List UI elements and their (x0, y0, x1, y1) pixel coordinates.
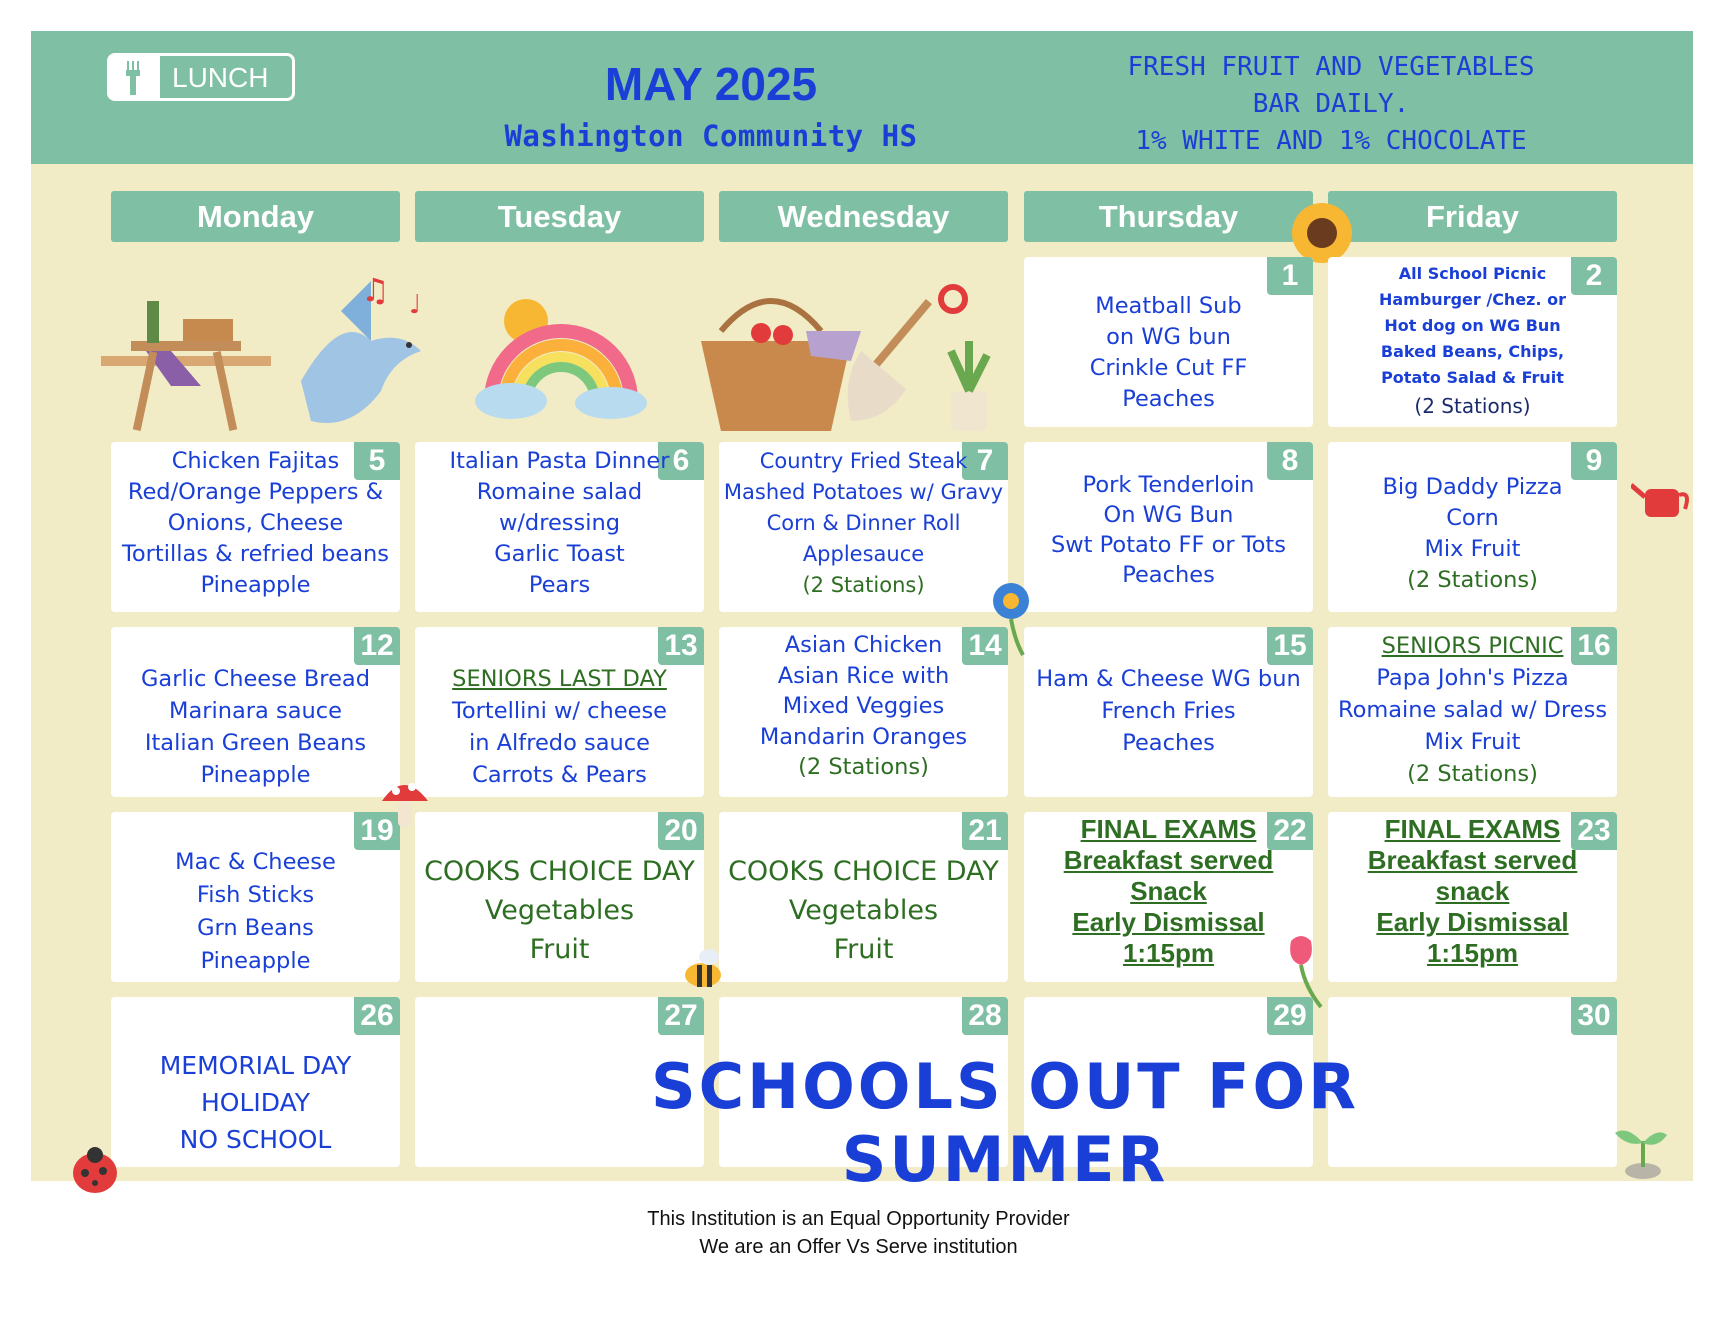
menu-line: snack (1435, 876, 1510, 906)
menu-line: 1:15pm (1122, 938, 1215, 968)
svg-text:♩: ♩ (409, 290, 422, 320)
weekday-friday: Friday (1328, 191, 1617, 242)
daily-note (1091, 49, 1571, 160)
weekday-tuesday: Tuesday (415, 191, 704, 242)
watering-can-icon (1631, 471, 1691, 531)
sprout-icon (1611, 1121, 1671, 1181)
shovel-icon (848, 287, 965, 421)
mushroom-icon (380, 773, 430, 833)
day-cell-7 (719, 442, 1008, 612)
menu-line: Hamburger /Chez. or (1378, 290, 1567, 309)
menu-line: MEMORIAL DAY (159, 1051, 352, 1080)
menu-line: Asian Rice with (777, 662, 950, 689)
menu-line: (2 Stations) (798, 754, 929, 780)
menu-line: COOKS CHOICE DAY (424, 856, 695, 887)
menu-line: Asian Chicken (784, 632, 943, 658)
day-number: 16 (1571, 627, 1617, 665)
ladybug-icon (65, 1143, 125, 1199)
header-bar (31, 31, 1693, 164)
note-line: 1% WHITE AND 1% CHOCOLATE (1135, 126, 1527, 156)
day-menu (111, 663, 400, 791)
menu-line: Ham & Cheese WG bun (1036, 666, 1301, 692)
menu-line: Corn & Dinner Roll (766, 511, 961, 535)
menu-line: FINAL EXAMS (1080, 814, 1257, 844)
day-number: 21 (962, 812, 1008, 850)
logo-label: LUNCH (172, 62, 269, 93)
blue-flower-icon (989, 579, 1049, 659)
menu-line: Corn (1446, 505, 1499, 531)
menu-line: Papa John's Pizza (1376, 665, 1569, 691)
day-menu (1328, 630, 1617, 790)
menu-line: (2 Stations) (1407, 567, 1538, 593)
menu-line: Pork Tenderloin (1082, 472, 1255, 498)
menu-line: Breakfast served (1367, 845, 1578, 875)
menu-line: FINAL EXAMS (1384, 814, 1561, 844)
menu-line: Applesauce (802, 542, 925, 566)
menu-line: Garlic Toast (494, 541, 625, 567)
day-number: 5 (354, 442, 400, 480)
day-cell-19 (111, 812, 400, 982)
menu-line: Romaine salad (476, 479, 643, 505)
rainbow-icon (475, 299, 647, 419)
day-number: 30 (1571, 997, 1617, 1035)
menu-line: COOKS CHOICE DAY (728, 856, 999, 887)
menu-line: Red/Orange Peppers & (127, 479, 384, 505)
day-number: 20 (658, 812, 704, 850)
menu-line: Potato Salad & Fruit (1381, 368, 1564, 387)
menu-line: On WG Bun (1103, 502, 1234, 528)
menu-line: Pineapple (200, 572, 311, 598)
page-title: MAY 2025 (604, 58, 818, 110)
menu-line: Big Daddy Pizza (1382, 474, 1563, 500)
menu-line: Fish Sticks (196, 882, 315, 908)
lunch-logo (107, 53, 295, 101)
day-number: 9 (1571, 442, 1617, 480)
bee-icon (675, 941, 735, 1001)
menu-line: Mix Fruit (1424, 729, 1521, 755)
menu-line: All School Picnic (1398, 264, 1547, 283)
menu-line: Country Fried Steak (759, 449, 968, 473)
menu-line: Pears (528, 572, 591, 598)
menu-line: Carrots & Pears (472, 762, 647, 788)
day-cell-2 (1328, 257, 1617, 427)
menu-line: Meatball Sub (1095, 293, 1242, 319)
svg-text:♫: ♫ (361, 271, 390, 309)
menu-line: HOLIDAY (200, 1088, 311, 1117)
day-cell-9 (1328, 442, 1617, 612)
menu-line: Italian Pasta Dinner (449, 448, 670, 474)
menu-line: (2 Stations) (1407, 761, 1538, 787)
day-cell-14 (719, 627, 1008, 797)
menu-line: Breakfast served (1063, 845, 1274, 875)
menu-line: Peaches (1122, 562, 1215, 588)
menu-line: Mashed Potatoes w/ Gravy (723, 480, 1004, 504)
day-number: 8 (1267, 442, 1313, 480)
day-menu (719, 446, 1008, 601)
menu-line: Marinara sauce (169, 698, 342, 724)
day-cell-8 (1024, 442, 1313, 612)
day-cell-13 (415, 627, 704, 797)
day-menu (719, 852, 1008, 969)
day-number: 27 (658, 997, 704, 1035)
day-menu (1328, 472, 1617, 596)
day-cell-23 (1328, 812, 1617, 982)
menu-line: Romaine salad w/ Dress (1337, 697, 1608, 723)
day-cell-22 (1024, 812, 1313, 982)
day-menu (1024, 814, 1313, 969)
menu-line: Pineapple (200, 762, 311, 788)
day-cell-15 (1024, 627, 1313, 797)
day-number: 26 (354, 997, 400, 1035)
weekday-thursday: Thursday (1024, 191, 1313, 242)
footer-line: We are an Offer Vs Serve institution (699, 1236, 1018, 1258)
day-cell-20 (415, 812, 704, 982)
menu-line: Onions, Cheese (167, 510, 344, 536)
day-menu (415, 446, 704, 601)
menu-line: Mandarin Oranges (759, 723, 968, 750)
day-menu (719, 630, 1008, 783)
day-cell-5 (111, 442, 400, 612)
menu-line: 1:15pm (1426, 938, 1519, 968)
menu-line: (2 Stations) (802, 573, 925, 597)
calendar-frame (31, 31, 1693, 1181)
day-menu (1024, 470, 1313, 590)
picnic-illustration (71, 271, 991, 441)
menu-line: in Alfredo sauce (468, 730, 650, 756)
menu-line: Hot dog on WG Bun (1384, 316, 1561, 335)
day-number: 6 (658, 442, 704, 480)
day-cell-26 (111, 997, 400, 1167)
day-menu (1328, 261, 1617, 421)
day-menu (111, 846, 400, 978)
menu-line: Pineapple (200, 948, 311, 974)
menu-line: NO SCHOOL (179, 1125, 332, 1154)
menu-line: w/dressing (498, 510, 621, 536)
menu-line: Fruit (833, 934, 894, 965)
day-number: 28 (962, 997, 1008, 1035)
potted-plant-icon (951, 341, 987, 431)
day-number: 15 (1267, 627, 1313, 665)
menu-line: SENIORS LAST DAY (452, 666, 667, 692)
menu-line: Early Dismissal (1376, 907, 1569, 937)
menu-line: Italian Green Beans (144, 730, 367, 756)
menu-line: Vegetables (484, 895, 635, 926)
menu-line: Mac & Cheese (175, 849, 336, 875)
menu-line: Early Dismissal (1072, 907, 1265, 937)
menu-line: Peaches (1122, 730, 1215, 756)
day-cell-16 (1328, 627, 1617, 797)
menu-line: Fruit (529, 934, 590, 965)
picnic-table-icon (101, 301, 271, 431)
day-cell-21 (719, 812, 1008, 982)
day-cell-1 (1024, 257, 1313, 427)
menu-line: Mixed Veggies (782, 693, 945, 719)
note-line: BAR DAILY. (1252, 89, 1410, 119)
menu-line: Crinkle Cut FF (1089, 355, 1248, 381)
menu-line: French Fries (1101, 698, 1236, 724)
fork-icon (110, 56, 160, 98)
day-number: 22 (1267, 812, 1313, 850)
day-menu (111, 1047, 400, 1158)
day-menu (111, 446, 400, 601)
day-cell-12 (111, 627, 400, 797)
menu-line: Garlic Cheese Bread (141, 666, 370, 692)
menu-line: Mix Fruit (1424, 536, 1521, 562)
menu-line: Tortellini w/ cheese (451, 698, 668, 724)
day-menu (1024, 663, 1313, 759)
day-menu (415, 663, 704, 791)
day-number: 7 (962, 442, 1008, 480)
footer-line: This Institution is an Equal Opportunity Provider (647, 1208, 1070, 1230)
note-line: FRESH FRUIT AND VEGETABLES (1127, 52, 1535, 82)
day-number: 2 (1571, 257, 1617, 295)
menu-line: Swt Potato FF or Tots (1051, 532, 1286, 558)
day-menu (1328, 814, 1617, 969)
menu-line: Peaches (1122, 386, 1215, 412)
menu-line: Chicken Fajitas (171, 448, 340, 474)
weekday-wednesday: Wednesday (719, 191, 1008, 242)
day-number: 23 (1571, 812, 1617, 850)
day-number: 19 (354, 812, 400, 850)
menu-line: on WG bun (1106, 324, 1231, 350)
weekday-monday: Monday (111, 191, 400, 242)
menu-line: Tortillas & refried beans (121, 541, 390, 567)
day-cell-6 (415, 442, 704, 612)
menu-line: Grn Beans (197, 915, 314, 941)
menu-line: Baked Beans, Chips, (1380, 342, 1565, 361)
day-menu (415, 852, 704, 969)
day-number: 14 (962, 627, 1008, 665)
day-menu (1024, 291, 1313, 415)
school-name: Washington Community HS (504, 119, 918, 153)
menu-line: Snack (1130, 876, 1207, 906)
day-number: 13 (658, 627, 704, 665)
summer-banner: SCHOOLS OUT FOR SUMMER (651, 1050, 1359, 1196)
day-number: 12 (354, 627, 400, 665)
menu-line: (2 Stations) (1414, 394, 1531, 418)
day-number: 29 (1267, 997, 1313, 1035)
bird-icon (301, 271, 421, 423)
picnic-basket-icon (701, 301, 861, 431)
day-number: 1 (1267, 257, 1313, 295)
menu-line: Vegetables (788, 895, 939, 926)
menu-line: SENIORS PICNIC (1381, 633, 1564, 659)
